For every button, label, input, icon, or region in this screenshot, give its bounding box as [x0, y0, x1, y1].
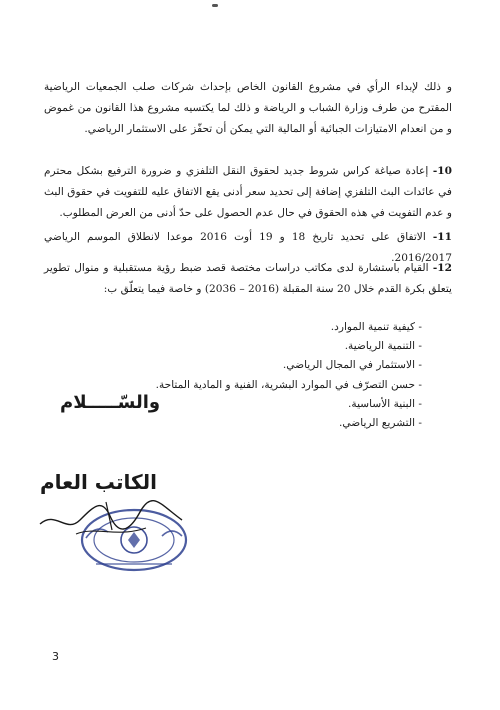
paragraph-number: 11- [432, 230, 452, 243]
paragraph-text: القيام باستشارة لدى مكاتب دراسات مختصة قصد ضبط رؤية مستقبلية و منوال تطوير يتعلق بكرة القدم خلال 20 سنة المقبلة (2016 – 2036) و خاصة فيما يتعلّق ب: [44, 261, 452, 295]
paragraph-10 [44, 161, 452, 224]
paragraph-text: و ذلك لإبداء الرأي في مشروع القانون الخاص بإحداث شركات صلب الجمعيات الرياضية المقترح من طرف وزارة الشباب و الرياضة و ذلك لما يكتسيه مشروع هذا القانون من غموض و من انعدام الامتيازات الجبائية أو المالية التي يمكن أن تحفّز على الاستثمار الرياضي. [44, 80, 452, 135]
list-item: - الاستثمار في المجال الرياضي. [282, 359, 422, 372]
signer-title: الكاتب العام [40, 470, 157, 494]
paragraph-text: الاتفاق على تحديد تاريخ 18 و 19 أوت 2016 موعدا لانطلاق الموسم الرياضي 2016/2017. [44, 230, 452, 264]
list-item: - البنية الأساسية. [348, 397, 422, 410]
paragraph-continuation [44, 77, 452, 140]
list-item: - كيفية تنمية الموارد. [330, 321, 422, 333]
list-item: - التنمية الرياضية. [344, 340, 422, 353]
topics-list [122, 318, 422, 433]
list-item: - حسن التصرّف في الموارد البشرية، الفنية و المادية المتاحة. [155, 378, 422, 391]
handwritten-signature [36, 490, 186, 546]
scan-mark [212, 4, 218, 7]
paragraph-number: 12- [432, 261, 452, 274]
list-item: - التشريع الرياضي. [339, 417, 422, 430]
paragraph-12 [44, 258, 452, 300]
paragraph-text: إعادة صياغة كراس شروط جديد لحقوق النقل التلفزي و ضرورة الترفيع بشكل محترم في عائدات البث التلفزي إضافة إلى تحديد سعر أدنى يقع الاتفاق عليه للتفويت في حقوق البث و عدم التفويت في هذه الحقوق في حال عدم الحصول على حدّ أدنى من العرض المطلوب. [44, 164, 452, 219]
closing-salutation: والسّـــــلام [60, 392, 161, 413]
paragraph-number: 10- [432, 164, 452, 177]
page-number: 3 [52, 650, 59, 663]
